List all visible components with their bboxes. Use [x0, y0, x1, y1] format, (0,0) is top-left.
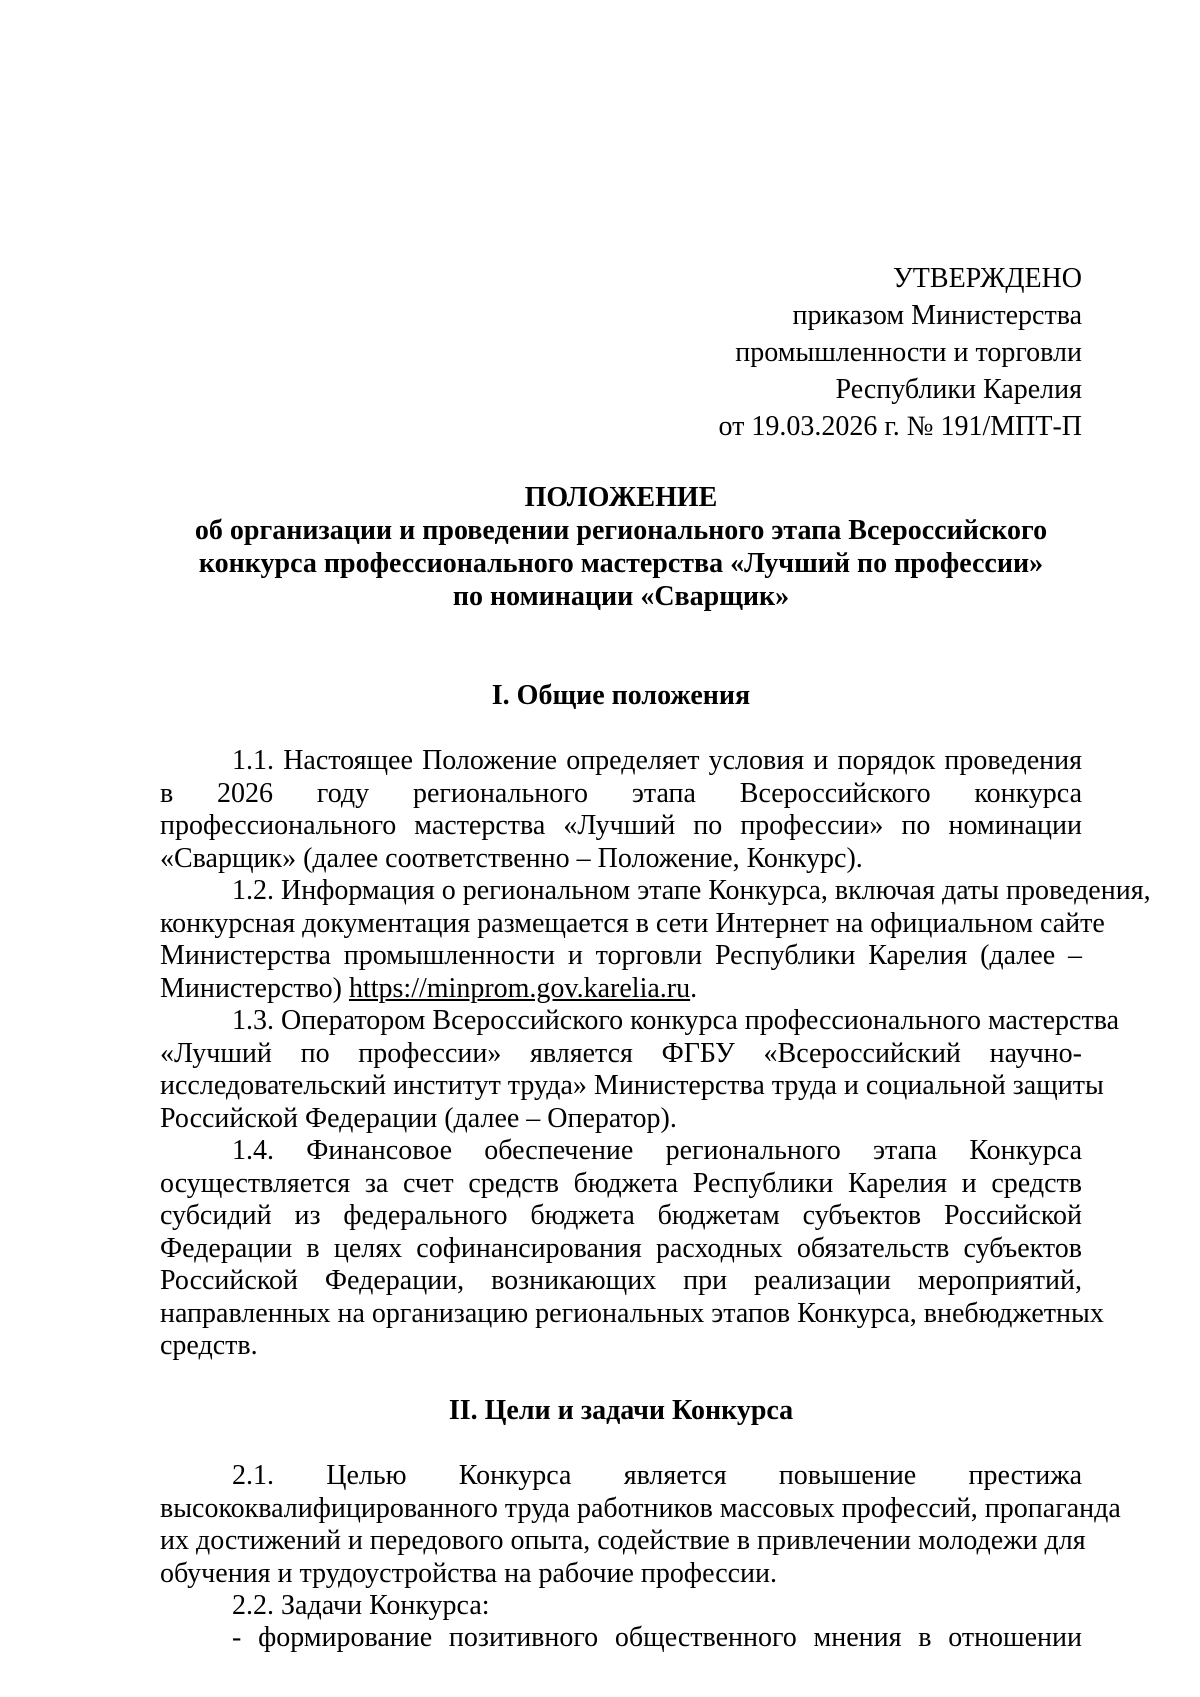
paragraph: [160, 1005, 1120, 1135]
paragraph: [160, 875, 1151, 1005]
paragraph: [160, 1590, 1082, 1623]
paragraph-line: Министерства промышленности и торговли Республики Карелия (далее –: [160, 940, 1082, 971]
title-line: ПОЛОЖЕНИЕ: [524, 482, 718, 513]
approval-line: Республики Карелия: [835, 374, 1082, 405]
paragraph-line: их достижений и передового опыта, содействие в привлечении молодежи для: [160, 1525, 1086, 1556]
title-line: об организации и проведении регионального этапа Всероссийского: [194, 515, 1048, 546]
approval-stamp: [562, 260, 1082, 445]
paragraph-line: - формирование позитивного общественного мнения в отношении: [232, 1622, 1082, 1653]
paragraph-line: 2.1. Целью Конкурса является повышение престижа: [232, 1460, 1082, 1491]
paragraph-line: Федерации в целях софинансирования расходных обязательств субъектов: [160, 1232, 1082, 1264]
paragraph-line: осуществляется за счет средств бюджета Республики Карелия и средств: [160, 1167, 1082, 1199]
paragraph-line: конкурсная документация размещается в сети Интернет на официальном сайте: [160, 907, 1105, 939]
paragraph-text: Министерство): [160, 972, 349, 1004]
title-line: по номинации «Сварщик»: [452, 581, 790, 612]
approval-line: промышленности и торговли: [735, 337, 1082, 368]
title-line: конкурса профессионального мастерства «Лучший по профессии»: [198, 548, 1044, 579]
paragraph-line: 1.3. Оператором Всероссийского конкурса профессионального мастерства: [232, 1005, 1120, 1036]
paragraph: [160, 1460, 1121, 1590]
paragraph-line: средств.: [160, 1330, 258, 1361]
paragraph: [160, 745, 1082, 875]
paragraph-line: в 2026 году регионального этапа Всероссийского конкурса: [160, 777, 1082, 809]
website-link[interactable]: https://minprom.gov.karelia.ru: [348, 972, 691, 1004]
paragraph-line: «Лучший по профессии» является ФГБУ «Всероссийский научно-: [160, 1037, 1082, 1069]
list-item: [160, 1622, 1082, 1655]
approval-line: от 19.03.2026 г. № 191/МПТ-П: [718, 411, 1082, 442]
paragraph-line: направленных на организацию региональных этапов Конкурса, внебюджетных: [160, 1297, 1104, 1329]
paragraph-line: 1.2. Информация о региональном этапе Конкурса, включая даты проведения,: [232, 875, 1151, 906]
paragraph-line: обучения и трудоустройства на рабочие профессии.: [160, 1557, 778, 1589]
document-title: [160, 481, 1082, 613]
paragraph-line: высококвалифицированного труда работников массовых профессий, пропаганда: [160, 1492, 1121, 1524]
paragraph-text: .: [690, 972, 698, 1004]
section-heading: I. Общие положения: [491, 680, 751, 711]
paragraph-line: [160, 973, 1082, 1006]
paragraph-line: исследовательский институт труда» Министерства труда и социальной защиты: [160, 1070, 1104, 1101]
paragraph-line: субсидий из федерального бюджета бюджетам субъектов Российской: [160, 1200, 1082, 1231]
section-heading: II. Цели и задачи Конкурса: [448, 1395, 794, 1426]
paragraph-line: «Сварщик» (далее соответственно – Положение, Конкурс).: [160, 842, 863, 874]
paragraph-line: 1.4. Финансовое обеспечение регионального этапа Конкурса: [232, 1135, 1082, 1166]
approval-line: приказом Министерства: [792, 300, 1082, 331]
approval-line: УТВЕРЖДЕНО: [892, 263, 1082, 294]
paragraph-line: профессионального мастерства «Лучший по профессии» по номинации: [160, 810, 1082, 841]
paragraph-line: Российской Федерации, возникающих при реализации мероприятий,: [160, 1265, 1082, 1296]
paragraph-line: 2.2. Задачи Конкурса:: [232, 1590, 490, 1621]
paragraph-line: 1.1. Настоящее Положение определяет условия и порядок проведения: [232, 745, 1082, 776]
paragraph-line: Российской Федерации (далее – Оператор).: [160, 1102, 677, 1134]
paragraph: [160, 1135, 1104, 1363]
